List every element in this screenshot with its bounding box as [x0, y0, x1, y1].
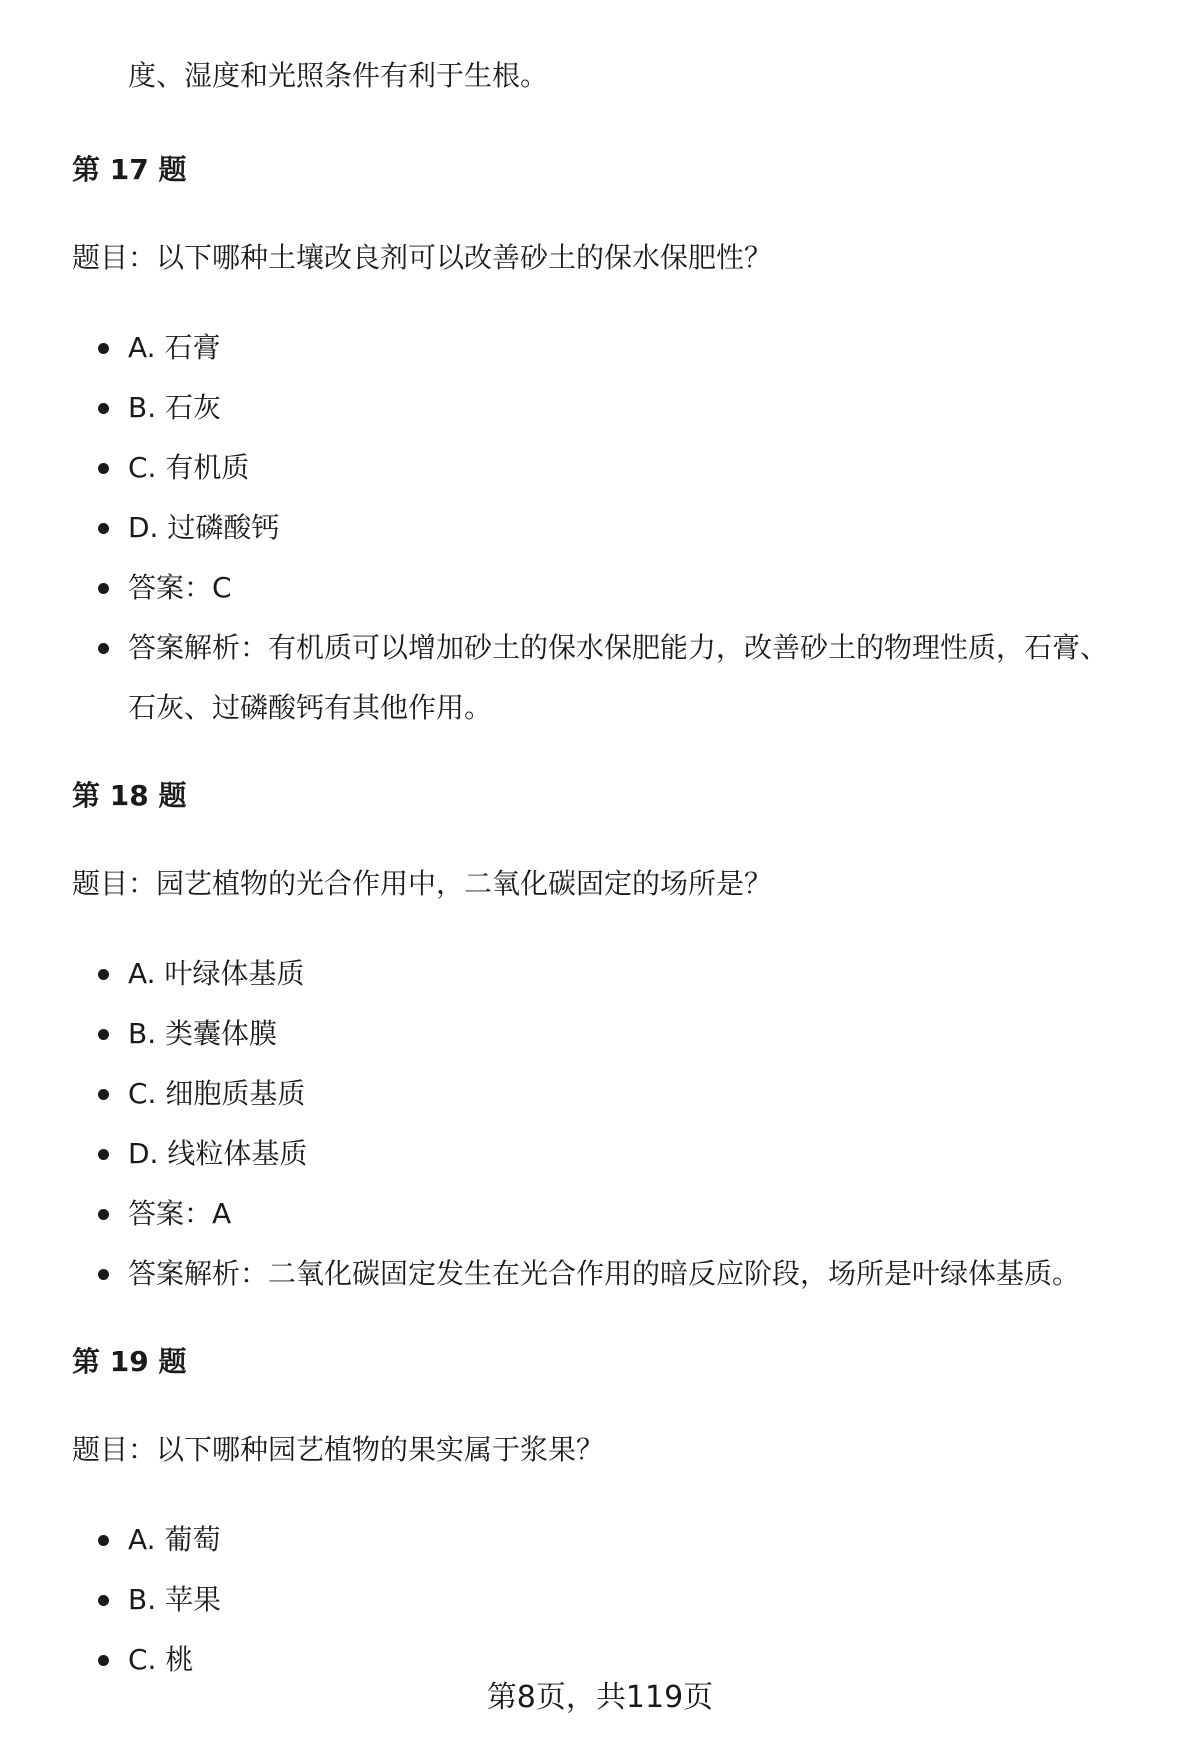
bullet-icon	[98, 1089, 109, 1100]
option-text: A. 石膏	[128, 331, 221, 364]
option-text: D. 过磷酸钙	[128, 511, 280, 544]
option-text: B. 苹果	[128, 1583, 222, 1616]
bullet-icon	[98, 969, 109, 980]
analysis-text: 答案解析：二氧化碳固定发生在光合作用的暗反应阶段，场所是叶绿体基质。	[128, 1257, 1081, 1290]
option-text: C. 细胞质基质	[128, 1077, 306, 1110]
bullet-icon	[98, 583, 109, 594]
option-item	[0, 498, 1200, 558]
option-text: B. 石灰	[128, 391, 222, 424]
option-item	[0, 378, 1200, 438]
option-item	[0, 1124, 1200, 1184]
question-heading: 第 17 题	[72, 153, 187, 186]
question-stem: 题目：以下哪种园艺植物的果实属于浆果？	[72, 1433, 605, 1466]
bullet-icon	[98, 643, 109, 654]
option-item	[0, 1064, 1200, 1124]
option-list	[0, 318, 1200, 738]
option-text: A. 叶绿体基质	[128, 957, 305, 990]
question-heading: 第 19 题	[72, 1345, 187, 1378]
analysis-text: 答案解析：有机质可以增加砂土的保水保肥能力，改善砂土的物理性质，石膏、石灰、过磷酸钙有其他作用。	[128, 631, 1109, 724]
page-number-footer: 第8页，共119页	[486, 1680, 714, 1715]
option-text: A. 葡萄	[128, 1523, 221, 1556]
bullet-icon	[98, 1269, 109, 1280]
analysis-item	[0, 618, 1200, 738]
answer-text: 答案：A	[128, 1197, 232, 1230]
option-text: D. 线粒体基质	[128, 1137, 308, 1170]
bullet-icon	[98, 523, 109, 534]
bullet-icon	[98, 1209, 109, 1220]
option-text: C. 有机质	[128, 451, 250, 484]
analysis-item	[0, 1244, 1200, 1304]
option-item	[0, 438, 1200, 498]
answer-item	[0, 558, 1200, 618]
bullet-icon	[98, 403, 109, 414]
answer-text: 答案：C	[128, 571, 232, 604]
bullet-icon	[98, 1595, 109, 1606]
bullet-icon	[98, 1149, 109, 1160]
option-item	[0, 944, 1200, 1004]
bullet-icon	[98, 463, 109, 474]
question-stem: 题目：以下哪种土壤改良剂可以改善砂土的保水保肥性？	[72, 241, 773, 274]
bullet-icon	[98, 343, 109, 354]
option-item	[0, 1004, 1200, 1064]
bullet-icon	[98, 1655, 109, 1666]
continuation-paragraph: 度、湿度和光照条件有利于生根。	[128, 59, 549, 92]
option-text: C. 桃	[128, 1643, 194, 1676]
question-stem: 题目：园艺植物的光合作用中，二氧化碳固定的场所是？	[72, 867, 773, 900]
question-heading: 第 18 题	[72, 779, 187, 812]
bullet-icon	[98, 1029, 109, 1040]
option-list	[0, 1510, 1200, 1690]
option-list	[0, 944, 1200, 1304]
option-item	[0, 1570, 1200, 1630]
option-item	[0, 1510, 1200, 1570]
bullet-icon	[98, 1535, 109, 1546]
option-text: B. 类囊体膜	[128, 1017, 278, 1050]
answer-item	[0, 1184, 1200, 1244]
option-item	[0, 318, 1200, 378]
